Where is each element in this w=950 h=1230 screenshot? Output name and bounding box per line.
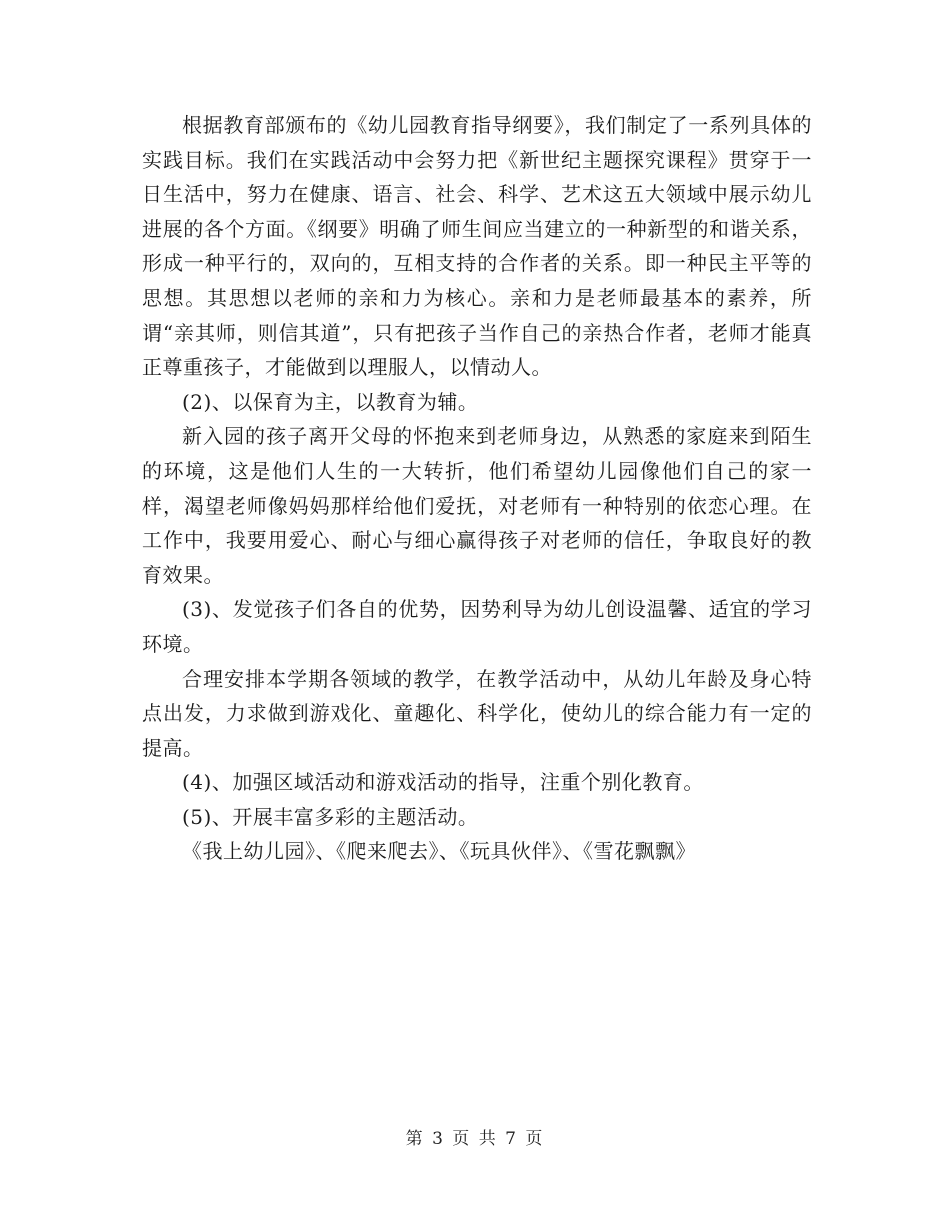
page-number-footer: 第 3 页 共 7 页 bbox=[405, 1129, 545, 1149]
document-body bbox=[142, 108, 812, 869]
paragraph-guideline-goals: 根据教育部颁布的《幼儿园教育指导纲要》，我们制定了一系列具体的实践目标。我们在实践活动中会努力把《新世纪主题探究课程》贯穿于一日生活中，努力在健康、语言、社会、科学、艺术这五大领域中展示幼儿进展的各个方面。《纲要》明确了师生间应当建立的一种新型的和谐关系，形成一种平行的，双向的，互相支持的合作者的关系。即一种民主平等的思想。其思想以老师的亲和力为核心。亲和力是老师最基本的素养，所谓“亲其师，则信其道”，只有把孩子当作自己的亲热合作者，老师才能真正尊重孩子，才能做到以理服人，以情动人。 bbox=[142, 113, 812, 380]
paragraph-heading-4: (4)、加强区域活动和游戏活动的指导，注重个别化教育。 bbox=[182, 770, 704, 795]
paragraph-heading-5: (5)、开展丰富多彩的主题活动。 bbox=[182, 804, 479, 829]
paragraph-teaching-arrangement: 合理安排本学期各领域的教学，在教学活动中，从幼儿年龄及身心特点出发，力求做到游戏化、童趣化、科学化，使幼儿的综合能力有一定的提高。 bbox=[142, 666, 812, 760]
paragraph-heading-2: (2)、以保育为主，以教育为辅。 bbox=[182, 389, 479, 414]
paragraph-theme-list: 《我上幼儿园》、《爬来爬去》、《玩具伙伴》、《雪花飘飘》 bbox=[182, 839, 696, 864]
paragraph-new-children: 新入园的孩子离开父母的怀抱来到老师身边，从熟悉的家庭来到陌生的环境，这是他们人生的一大转折，他们希望幼儿园像他们自己的家一样，渴望老师像妈妈那样给他们爱抚，对老师有一种特别的依恋心理。在工作中，我要用爱心、耐心与细心赢得孩子对老师的信任，争取良好的教育效果。 bbox=[142, 424, 812, 587]
paragraph-heading-3: (3)、发觉孩子们各自的优势，因势利导为幼儿创设温馨、适宜的学习环境。 bbox=[142, 597, 812, 656]
